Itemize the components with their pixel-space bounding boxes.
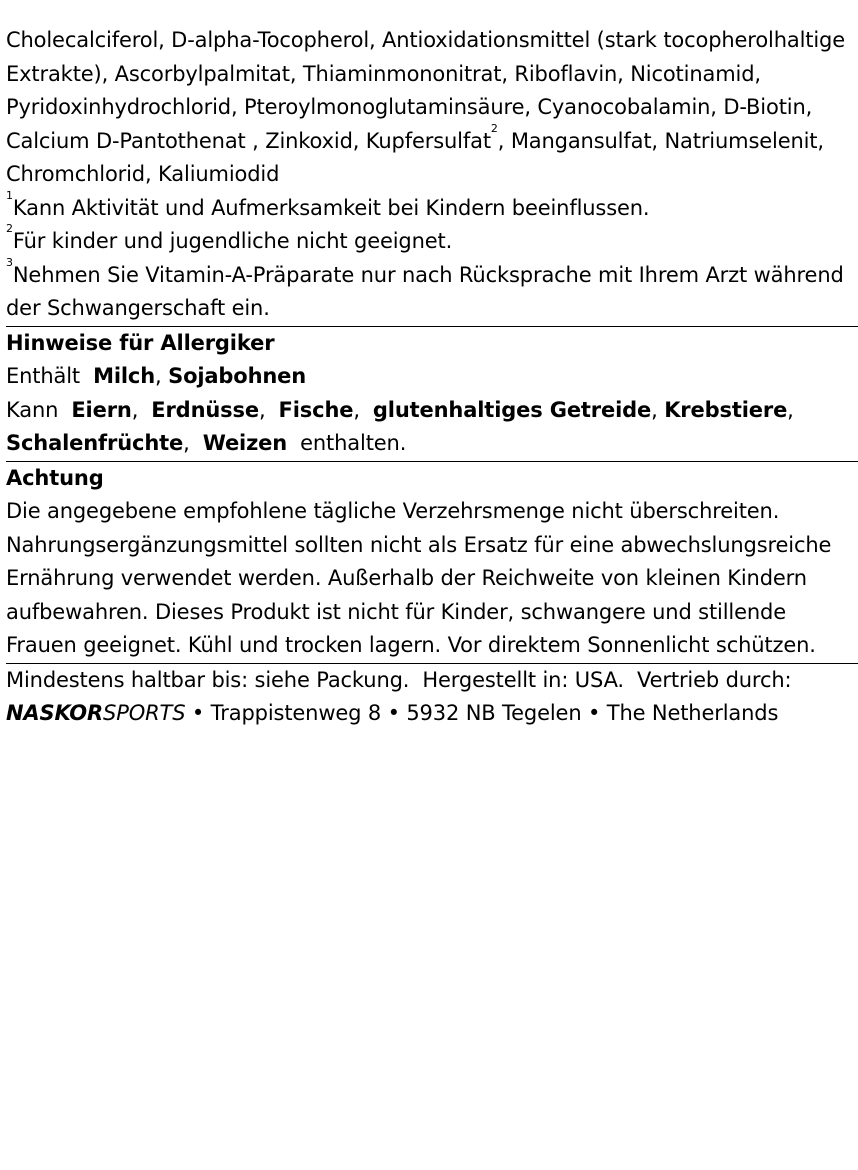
product-label-text [6, 24, 858, 731]
footnote-text: Nehmen Sie Vitamin-A-Präparate nur nach Rücksprache mit Ihrem Arzt während der Schwangerschaft ein. [6, 262, 844, 320]
made-in-text: Hergestellt in: USA. [422, 667, 624, 692]
ingredients-text-end: , Mangansulfat, Natriumselenit, Chromchlorid, Kaliumiodid [6, 128, 824, 186]
footnote-marker: 2 [490, 121, 498, 135]
allergen-nuts: Schalenfrüchte [6, 431, 184, 455]
brand-name-bold: NASKOR [6, 701, 104, 725]
warning-heading: Achtung [6, 465, 104, 490]
allergen-peanuts: Erdnüsse [151, 397, 259, 422]
allergy-may-suffix: enthalten. [300, 431, 407, 455]
address-text: • Trappistenweg 8 • 5932 NB Tegelen • The Netherlands [191, 701, 779, 725]
allergen-gluten-cereals: glutenhaltiges Getreide [372, 397, 652, 422]
footer-info [6, 664, 858, 731]
footnote-text: Kann Aktivität und Aufmerksamkeit bei Kindern beeinflussen. [12, 195, 650, 220]
footnote-1 [6, 188, 858, 226]
allergy-section [6, 327, 858, 461]
footnote-3 [6, 255, 858, 326]
allergen-eggs: Eiern [71, 397, 132, 422]
warning-text: Die angegebene empfohlene tägliche Verzehrsmenge nicht überschreiten. Nahrungsergänzungsmittel sollten nicht als Ersatz für eine abwechslungsreiche Ernährung verwendet werden. Außerhalb der Reichweite von kleinen Kindern aufbewahren. Dieses Produkt ist nicht für Kinder, schwangere und stillende Frauen geeignet. Kühl und trocken lagern. Vor direktem Sonnenlicht schützen. [6, 499, 832, 657]
ingredients-list [6, 24, 858, 192]
allergen-wheat: Weizen [202, 431, 288, 455]
distributed-by-text: Vertrieb durch: [637, 667, 792, 692]
brand-name [6, 701, 185, 725]
allergy-may-prefix: Kann [6, 397, 59, 422]
allergy-contains-prefix: Enthält [6, 364, 81, 388]
allergy-may-contain-line: Kann Eiern, Erdnüsse, Fische, glutenhaltiges Getreide, Krebstiere, Schalenfrüchte, Weizen enthalten. [6, 397, 801, 455]
allergen-soy: Sojabohnen [168, 364, 307, 388]
warning-section [6, 462, 858, 663]
footnote-text: Für kinder und jugendliche nicht geeignet. [12, 229, 453, 253]
footnote-marker: 1 [6, 188, 13, 202]
best-before-text: Mindestens haltbar bis: siehe Packung. [6, 667, 410, 692]
footnote-2 [6, 222, 858, 259]
allergen-crustaceans: Krebstiere [664, 397, 788, 422]
footnote-marker: 2 [6, 222, 13, 235]
ingredients-text: Cholecalciferol, D-alpha-Tocopherol, Antioxidationsmittel (stark tocopherolhaltige Extrakte), Ascorbylpalmitat, Thiaminmononitrat, Riboflavin, Nicotinamid, Pyridoxinhydrochlorid, Pteroylmonoglutaminsäure, Cyanocobalamin, D-Biotin, Calcium D-Pantothenat , Zinkoxid, Kupfersulfat [6, 28, 845, 153]
allergen-milk: Milch [93, 364, 156, 388]
allergen-fish: Fische [278, 397, 354, 422]
brand-name-italic: SPORTS [103, 701, 186, 725]
allergy-contains-line: Enthält Milch, Sojabohnen [6, 364, 307, 388]
footnote-marker: 3 [6, 255, 13, 269]
allergy-heading: Hinweise für Allergiker [6, 330, 275, 355]
